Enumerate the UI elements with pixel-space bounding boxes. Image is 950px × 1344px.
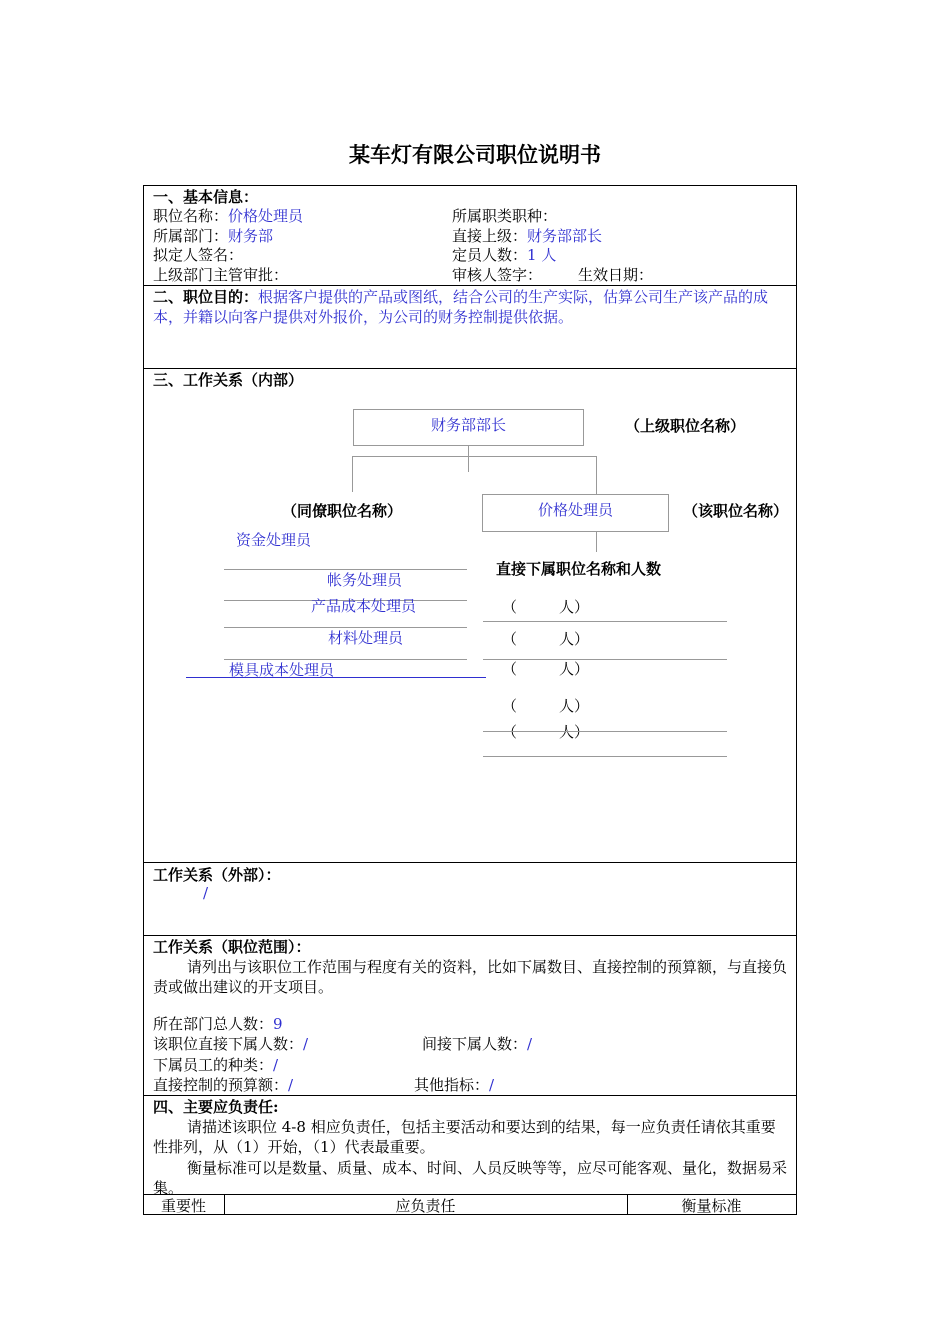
subordinate-divider [483, 756, 727, 757]
indirect-subordinates-row [422, 1035, 532, 1053]
row-divider [143, 862, 797, 863]
peer-item: 产品成本处理员 [311, 597, 417, 615]
org-connector [468, 446, 469, 472]
row-divider [143, 1095, 797, 1096]
subordinate-entry-count: 人） [559, 723, 590, 741]
superior-approval-label: 上级部门主管审批： [153, 266, 289, 284]
direct-superior-value: 财务部部长 [527, 227, 603, 245]
superior-position-box: 财务部部长 [353, 409, 584, 446]
column-header-importance: 重要性 [160, 1197, 206, 1215]
subordinate-entry-count: 人） [559, 660, 590, 678]
scope-heading: 工作关系（职位范围）： [153, 938, 311, 956]
position-name-value: 价格处理员 [228, 207, 304, 225]
purpose-text: 根据客户提供的产品或图纸，结合公司的生产实际，估算公司生产该产品的成本，并籍以向客户提供对外报价，为公司的财务控制提供依据。 [153, 288, 769, 326]
subordinate-entry: （ [502, 723, 518, 741]
position-name-label: 职位名称： [153, 207, 229, 225]
peer-divider [224, 627, 467, 628]
dept-total-label: 所在部门总人数： [153, 1015, 274, 1033]
purpose-heading: 二、职位目的： [153, 288, 259, 306]
effective-date-label: 生效日期： [578, 266, 654, 284]
department-label: 所属部门： [153, 227, 229, 245]
table-border-right [796, 185, 797, 1215]
position-name-row [153, 207, 303, 225]
org-connector [352, 456, 597, 457]
subordinate-entry: （ [502, 630, 518, 648]
direct-superior-row [452, 227, 602, 245]
peer-divider [224, 569, 467, 570]
row-divider [143, 368, 797, 369]
direct-subordinates-label: 该职位直接下属人数： [153, 1035, 304, 1053]
scope-intro: 请列出与该职位工作范围与程度有关的资料，比如下属数目、直接控制的预算额，与直接负责或做出建议的开支项目。 [153, 958, 788, 996]
subordinate-entry-count: 人） [559, 697, 590, 715]
current-position-caption: （该职位名称） [683, 502, 789, 520]
row-divider [143, 935, 797, 936]
budget-label: 直接控制的预算额： [153, 1076, 289, 1094]
purpose-paragraph [153, 287, 789, 327]
headcount-value: 1 人 [527, 246, 557, 264]
direct-superior-label: 直接上级： [452, 227, 528, 245]
duties-paragraph-2: 衡量标准可以是数量、质量、成本、时间、人员反映等等，应尽可能客观、量化，数据易采集。 [153, 1159, 788, 1197]
subordinate-entry: （ [502, 660, 518, 678]
headcount-row [452, 246, 556, 264]
external-relations-heading: 工作关系（外部）： [153, 866, 281, 884]
budget-value: / [288, 1076, 294, 1094]
other-metrics-label: 其他指标： [414, 1076, 490, 1094]
row-divider [143, 285, 797, 286]
internal-relations-heading: 三、工作关系（内部） [153, 371, 304, 389]
dept-total-value: 9 [273, 1015, 283, 1033]
subordinate-types-label: 下属员工的种类： [153, 1056, 274, 1074]
subordinate-divider [483, 659, 727, 660]
department-row [153, 227, 273, 245]
subordinate-divider [483, 731, 727, 732]
org-connector [596, 456, 597, 494]
department-value: 财务部 [228, 227, 274, 245]
other-metrics-value: / [489, 1076, 495, 1094]
superior-caption: （上级职位名称） [625, 417, 746, 435]
org-connector [596, 532, 597, 552]
subordinate-types-value: / [273, 1056, 279, 1074]
peer-item: 材料处理员 [328, 629, 404, 647]
subordinate-divider [483, 621, 727, 622]
subordinate-entry: （ [502, 598, 518, 616]
indirect-subordinates-label: 间接下属人数： [422, 1035, 528, 1053]
external-relations-value: / [203, 884, 209, 902]
indirect-subordinates-value: / [527, 1035, 533, 1053]
peer-caption: （同僚职位名称） [282, 502, 403, 520]
table-border-top [143, 185, 797, 186]
job-category-label: 所属职类职种： [452, 207, 558, 225]
peer-item: 帐务处理员 [327, 571, 403, 589]
other-metrics-row [414, 1076, 494, 1094]
subordinate-types-row [153, 1056, 278, 1074]
peer-item: 资金处理员 [236, 531, 312, 549]
direct-subordinates-row [153, 1035, 308, 1053]
column-header-measure: 衡量标准 [681, 1197, 742, 1215]
duties-heading: 四、主要应负责任: [153, 1098, 279, 1116]
subordinate-entry: （ [502, 697, 518, 715]
dept-total-row [153, 1015, 283, 1033]
peer-item: 模具成本处理员 [229, 661, 335, 679]
subordinate-entry-count: 人） [559, 598, 590, 616]
duties-paragraph-1: 请描述该职位 4-8 相应负责任，包括主要活动和要达到的结果，每一应负责任请依其重要性排列，从（1）开始，（1）代表最重要。 [153, 1118, 776, 1156]
org-connector [352, 456, 353, 492]
column-header-responsibility: 应负责任 [395, 1197, 456, 1215]
basic-info-heading: 一、基本信息： [153, 188, 259, 206]
page-title: 某车灯有限公司职位说明书 [349, 142, 601, 167]
peer-underline [186, 677, 486, 678]
subordinate-entry-count: 人） [559, 630, 590, 648]
current-position-box: 价格处理员 [482, 494, 669, 532]
direct-subordinates-value: / [303, 1035, 309, 1053]
peer-divider [224, 659, 467, 660]
subordinate-caption: 直接下属职位名称和人数 [496, 560, 662, 578]
headcount-label: 定员人数： [452, 246, 528, 264]
budget-row [153, 1076, 293, 1094]
table-border-left [143, 185, 144, 1215]
drafter-signature-label: 拟定人签名： [153, 246, 244, 264]
reviewer-signature-label: 审核人签字： [452, 266, 543, 284]
